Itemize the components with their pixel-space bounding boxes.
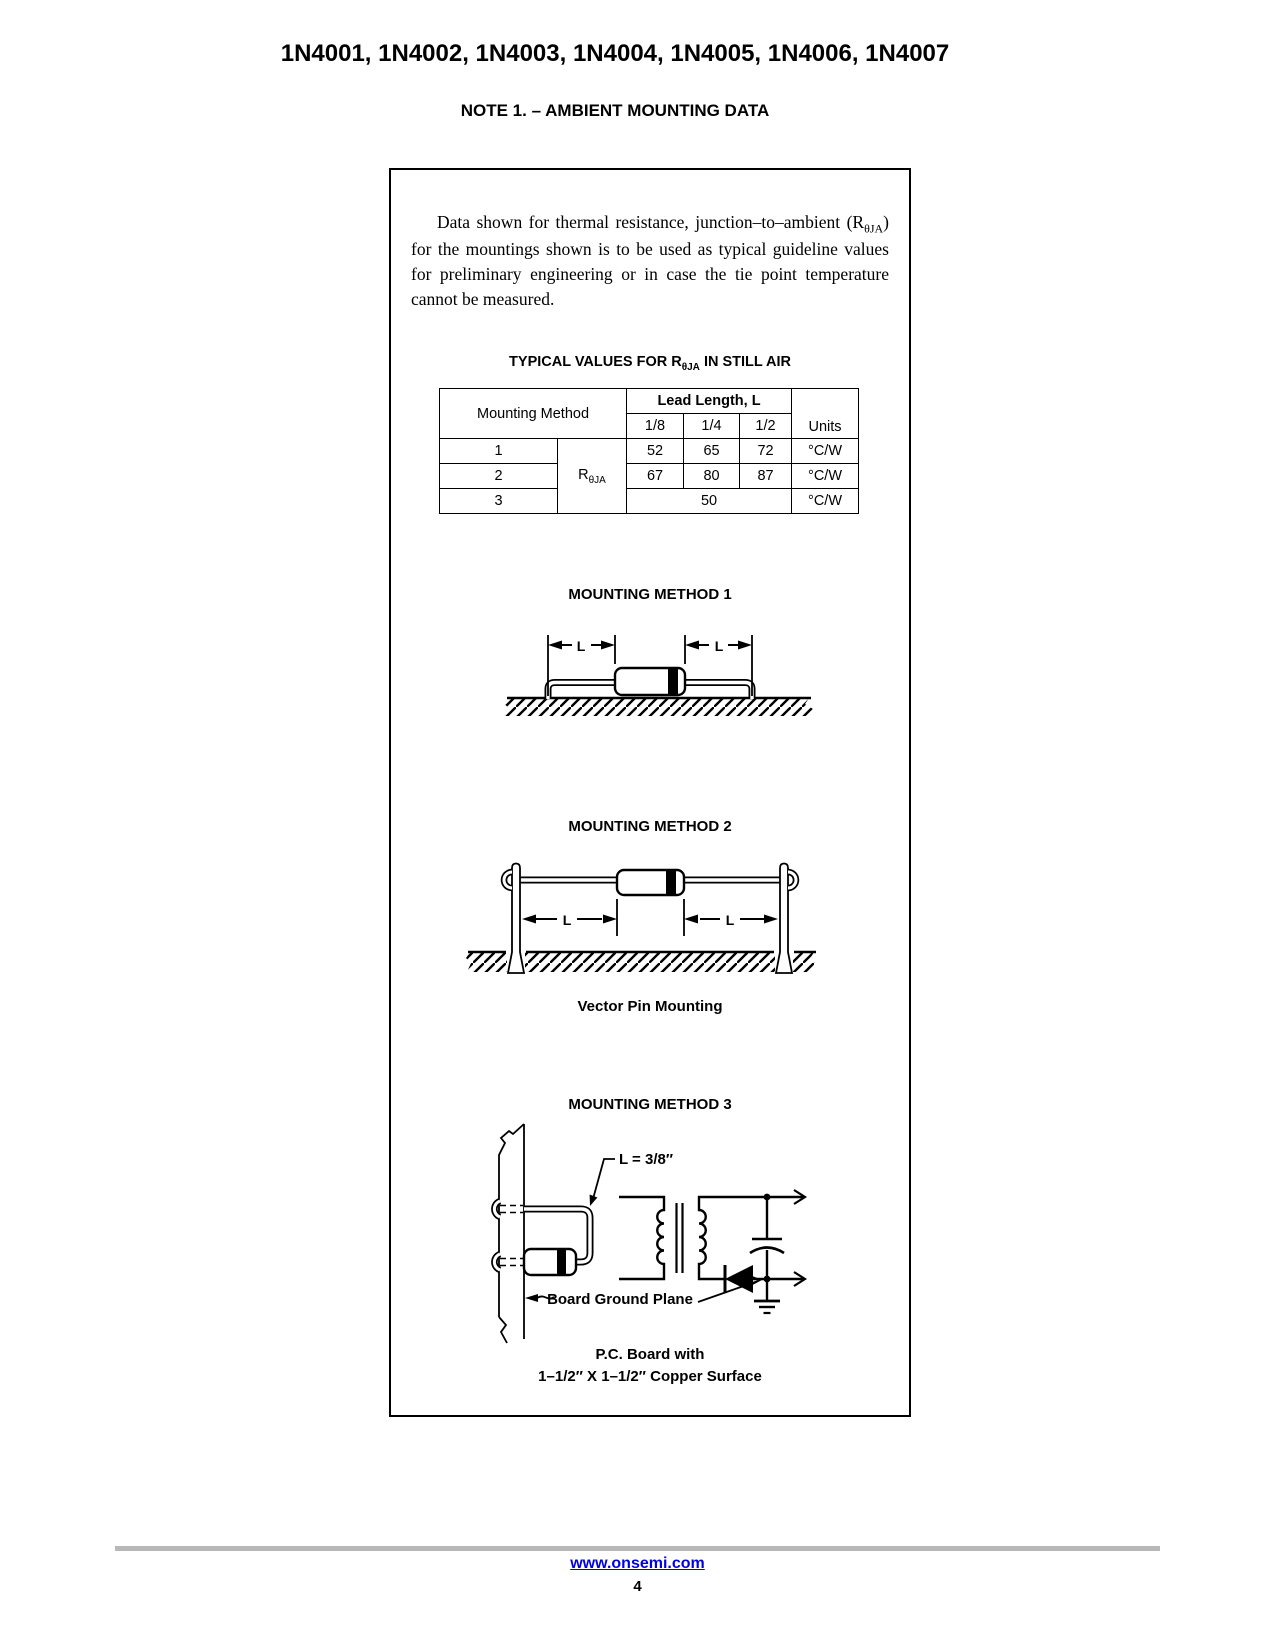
cathode-band <box>666 871 676 894</box>
value-cell: 65 <box>684 439 740 464</box>
header-lead-1-4: 1/4 <box>684 414 740 439</box>
vector-pin-caption: Vector Pin Mounting <box>577 998 723 1015</box>
mounting-method-2-title: MOUNTING METHOD 2 <box>568 818 732 835</box>
pc-board-caption-line2: 1–1/2″ X 1–1/2″ Copper Surface <box>538 1368 762 1385</box>
capacitor-symbol <box>750 1197 784 1279</box>
value-span-cell: 50 <box>627 489 792 514</box>
value-cell: 87 <box>740 464 792 489</box>
mounting-method-2-diagram <box>462 842 822 977</box>
junction-dot <box>764 1194 771 1201</box>
cathode-band <box>557 1250 566 1274</box>
table-header-row-1 <box>440 389 859 414</box>
rtheta-ja-symbol-cell: $R_{\theta JA}$ <box>558 439 627 514</box>
hatched-board <box>503 698 813 716</box>
hidden-lead-dashes <box>500 1206 523 1266</box>
note-title: NOTE 1. – AMBIENT MOUNTING DATA <box>460 101 770 120</box>
header-lead-length: Lead Length, L <box>627 389 792 414</box>
header-lead-1-2: 1/2 <box>740 414 792 439</box>
units-cell: °C/W <box>792 489 859 514</box>
cathode-band <box>668 669 678 694</box>
transformer-primary <box>619 1197 664 1279</box>
dim-label-right: L <box>725 912 735 928</box>
table-row <box>440 439 859 464</box>
footer-divider <box>115 1546 1160 1551</box>
pc-board-caption-line1: P.C. Board with <box>595 1346 705 1363</box>
diode-body <box>524 1249 576 1275</box>
mounting-method-1-title: MOUNTING METHOD 1 <box>568 586 732 603</box>
diode-body <box>617 870 684 895</box>
mounting-method-3-title: MOUNTING METHOD 3 <box>568 1096 732 1113</box>
lead-length-label: L = 3/8″ <box>619 1151 674 1168</box>
method-2-cell: 2 <box>440 464 558 489</box>
onsemi-link[interactable]: www.onsemi.com <box>570 1555 705 1572</box>
note-paragraph <box>411 210 889 313</box>
theta-ja-subscript: θJA <box>864 221 884 235</box>
dim-label-right: L <box>714 638 724 654</box>
dim-label-left: L <box>562 912 572 928</box>
table-row <box>440 489 859 514</box>
value-cell: 52 <box>627 439 684 464</box>
mounting-method-1-diagram <box>472 608 852 730</box>
footer-link-row <box>0 1555 1275 1573</box>
paragraph-text-end: ) for the mountings shown is to be used as typical guideline values for preliminary engineering or in case the tie point temperature cannot be measured. <box>411 211 889 310</box>
transformer-core <box>677 1203 683 1273</box>
thermal-resistance-table <box>439 388 859 514</box>
note-box <box>389 168 911 1417</box>
units-cell: °C/W <box>792 439 859 464</box>
page-title: 1N4001, 1N4002, 1N4003, 1N4004, 1N4005, 1N4006, 1N4007 <box>280 40 950 67</box>
dimension-arrowheads <box>522 915 778 924</box>
units-cell: °C/W <box>792 464 859 489</box>
ground-plane-label: Board Ground Plane <box>547 1291 693 1308</box>
lead-length-leader-arrow <box>590 1159 615 1206</box>
paragraph-text-start: Data shown for thermal resistance, junction–to–ambient (R <box>437 211 865 232</box>
table-row <box>440 464 859 489</box>
dim-label-left: L <box>576 638 586 654</box>
value-cell: 80 <box>684 464 740 489</box>
diode-body <box>615 668 685 695</box>
table-title: TYPICAL VALUES FOR $R_{\theta JA}$ IN STILL AIR <box>509 354 791 373</box>
ground-symbol <box>754 1279 780 1313</box>
header-lead-1-8: 1/8 <box>627 414 684 439</box>
header-mounting-method: Mounting Method <box>440 389 627 439</box>
header-units: Units <box>792 389 859 439</box>
mounting-method-3-diagram <box>457 1117 897 1352</box>
value-cell: 72 <box>740 439 792 464</box>
junction-dot <box>764 1276 771 1283</box>
page-number: 4 <box>633 1578 642 1595</box>
method-1-cell: 1 <box>440 439 558 464</box>
pc-board-edge <box>499 1124 524 1343</box>
method-3-cell: 3 <box>440 489 558 514</box>
value-cell: 67 <box>627 464 684 489</box>
